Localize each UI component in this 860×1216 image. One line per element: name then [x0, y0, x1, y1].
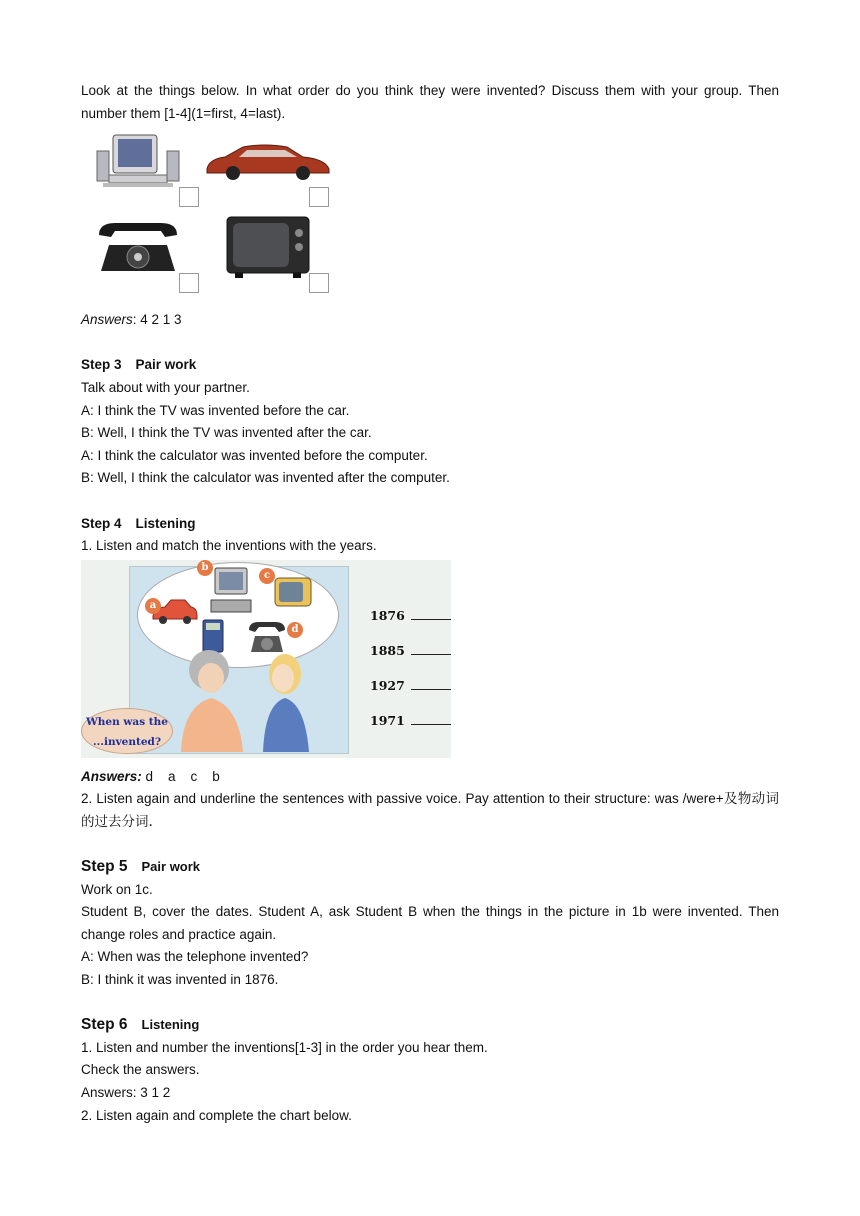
step4-number: Step 4 [81, 515, 122, 531]
step4-label: Listening [135, 515, 196, 531]
tag-b: b [197, 560, 213, 576]
checkbox-tv[interactable] [309, 273, 329, 293]
checkbox-computer[interactable] [179, 187, 199, 207]
step5-label: Pair work [141, 859, 201, 875]
tag-c: c [259, 568, 275, 584]
computer-icon [95, 133, 181, 189]
step4-line2-text: 2. Listen again and underline the sentences with passive voice. Pay attention to their structure: was /were+ [81, 791, 724, 807]
step5-heading [81, 856, 779, 879]
intro-paragraph: Look at the things below. In what order do you think they were invented? Discuss them with your group. Then number them [1-4](1=first, 4=last). [81, 83, 779, 121]
step5-line: Student B, cover the dates. Student A, ask Student B when the things in the picture in 1b were invented. Then change roles and practice again. [81, 904, 779, 942]
answers-label: Answers [81, 312, 133, 328]
year-label: 1927 [370, 677, 405, 693]
speech-line-2: ...invented? [92, 735, 162, 748]
document-page [81, 80, 779, 1127]
step5-number: Step 5 [81, 858, 128, 876]
answers-value: d a c b [141, 768, 220, 784]
year-row [370, 678, 451, 713]
tv-icon [273, 576, 313, 612]
year-list [370, 608, 451, 748]
answers-value: : 4 2 1 3 [132, 312, 182, 328]
step6-line: Answers: 3 1 2 [81, 1085, 171, 1101]
inventions-figure [91, 131, 361, 301]
answer-blank[interactable] [411, 724, 451, 725]
step6-label: Listening [141, 1017, 200, 1033]
step3-line: A: I think the TV was invented before the car. [81, 402, 350, 418]
step6-line: 1. Listen and number the inventions[1-3] in the order you hear them. [81, 1039, 488, 1055]
car-icon [203, 141, 333, 181]
checkbox-car[interactable] [309, 187, 329, 207]
step3-line: Talk about with your partner. [81, 379, 250, 395]
step6-number: Step 6 [81, 1016, 128, 1034]
year-row [370, 608, 451, 643]
step5-line: A: When was the telephone invented? [81, 949, 309, 965]
step5-line: Work on 1c. [81, 881, 153, 897]
tag-a: a [145, 598, 161, 614]
step4-line2-chinese: 及物动词的过去分词. [81, 791, 780, 830]
step6-heading [81, 1014, 779, 1037]
answers-label: Answers: [81, 768, 142, 784]
step3-line: A: I think the calculator was invented before the computer. [81, 447, 428, 463]
step6-line: Check the answers. [81, 1062, 200, 1078]
listening-figure [81, 560, 451, 758]
step6-line: 2. Listen again and complete the chart below. [81, 1107, 352, 1123]
step3-line: B: Well, I think the TV was invented after the car. [81, 425, 372, 441]
year-label: 1876 [370, 607, 405, 623]
answer-blank[interactable] [411, 689, 451, 690]
year-label: 1885 [370, 642, 405, 658]
speech-bubble [81, 708, 173, 754]
checkbox-telephone[interactable] [179, 273, 199, 293]
step4-line2 [81, 788, 779, 833]
step4-heading [81, 513, 779, 536]
step3-heading [81, 354, 779, 377]
answers-1 [81, 309, 779, 332]
telephone-icon [95, 219, 181, 277]
step4-line1: 1. Listen and match the inventions with the years. [81, 538, 377, 554]
tag-d: d [287, 622, 303, 638]
step3-label: Pair work [135, 357, 197, 373]
year-row [370, 713, 451, 748]
answer-blank[interactable] [411, 619, 451, 620]
step3-number: Step 3 [81, 357, 122, 373]
step5-line: B: I think it was invented in 1876. [81, 972, 279, 988]
answer-blank[interactable] [411, 654, 451, 655]
answers-2 [81, 766, 779, 789]
computer-icon [209, 566, 253, 618]
speech-line-1: When was the [86, 715, 168, 728]
year-label: 1971 [370, 712, 405, 728]
tv-icon [225, 215, 311, 279]
people-illustration [173, 648, 323, 752]
year-row [370, 643, 451, 678]
step3-line: B: Well, I think the calculator was invented after the computer. [81, 470, 450, 486]
